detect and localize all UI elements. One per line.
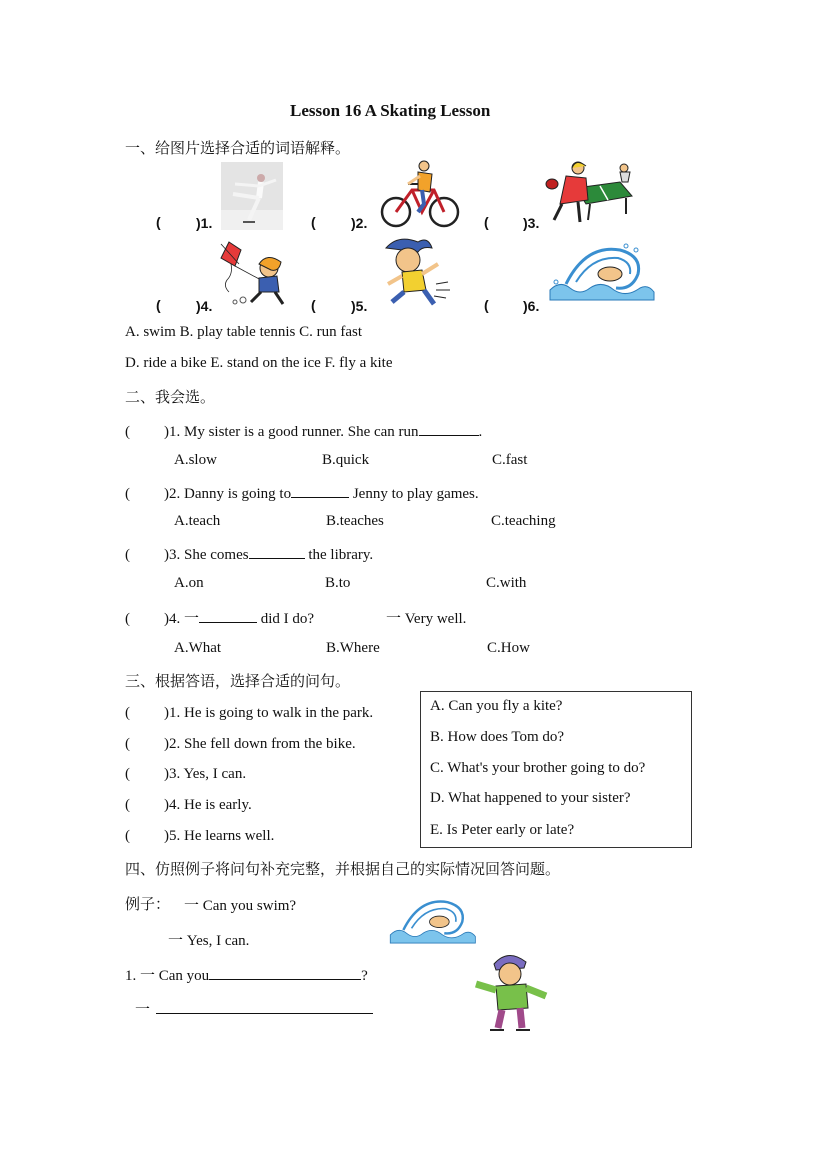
q3-option-b: B.to bbox=[325, 575, 351, 591]
q1-option-a: A.slow bbox=[174, 452, 217, 468]
ice-skater-icon bbox=[221, 162, 283, 230]
answer-line-2: ( )2. She fell down from the bike. bbox=[125, 736, 356, 752]
answer-blank[interactable] bbox=[199, 608, 257, 623]
question-option-d: D. What happened to your sister? bbox=[430, 790, 631, 806]
section-4-heading: 四、仿照例子将问句补充完整，并根据自己的实际情况回答问题。 bbox=[125, 860, 561, 878]
question-option-e: E. Is Peter early or late? bbox=[430, 822, 575, 838]
table-tennis-icon bbox=[540, 160, 636, 230]
question-4: ( )4. 一 did I do? bbox=[125, 607, 314, 628]
pic-3-number: )3. bbox=[523, 215, 540, 231]
pic-2-number: )2. bbox=[351, 215, 368, 231]
question-3: ( )3. She comes the library. bbox=[125, 544, 373, 564]
answer-blank[interactable] bbox=[156, 999, 373, 1014]
pic-3-paren: ( bbox=[484, 214, 489, 230]
swimmer-icon bbox=[546, 240, 656, 306]
pic-4-number: )4. bbox=[196, 298, 213, 314]
answer-blank[interactable] bbox=[249, 544, 305, 559]
pic-1-number: )1. bbox=[196, 215, 213, 231]
question-1: ( )1. My sister is a good runner. She can run . bbox=[125, 421, 482, 441]
pic-4-paren: ( bbox=[156, 297, 161, 313]
answer-line-5: ( )5. He learns well. bbox=[125, 828, 275, 844]
q4-option-c: C.How bbox=[487, 640, 530, 656]
answer-blank[interactable] bbox=[209, 965, 361, 980]
skating-kid-icon bbox=[470, 950, 554, 1036]
question-option-c: C. What's your brother going to do? bbox=[430, 760, 646, 776]
q2-option-a: A.teach bbox=[174, 513, 221, 529]
answer-line-4: ( )4. He is early. bbox=[125, 797, 252, 813]
pic-6-number: )6. bbox=[523, 298, 540, 314]
answer-blank[interactable] bbox=[291, 483, 349, 498]
example-label: 例子： bbox=[125, 895, 171, 913]
question-2: ( )2. Danny is going to Jenny to play games. bbox=[125, 483, 479, 503]
kite-flyer-icon bbox=[213, 240, 291, 308]
section-3-heading: 三、根据答语，选择合适的问句。 bbox=[125, 672, 351, 690]
pic-5-paren: ( bbox=[311, 297, 316, 313]
q1-option-c: C.fast bbox=[492, 452, 528, 468]
pic-5-number: )5. bbox=[351, 298, 368, 314]
section-1-heading: 一、给图片选择合适的词语解释。 bbox=[125, 139, 351, 157]
q2-option-b: B.teaches bbox=[326, 513, 384, 529]
answer-blank[interactable] bbox=[419, 421, 479, 436]
q4-option-a: A.What bbox=[174, 640, 222, 656]
example-question: 一 Can you swim? bbox=[184, 898, 297, 914]
q1-option-b: B.quick bbox=[322, 452, 370, 468]
q3-option-a: A.on bbox=[174, 575, 204, 591]
swimmer-icon bbox=[387, 892, 477, 950]
answer-line-3: ( )3. Yes, I can. bbox=[125, 766, 247, 782]
options-line-2: D. ride a bike E. stand on the ice F. fly a kite bbox=[125, 355, 393, 371]
question-5-1: 1. 一 Can you ? bbox=[125, 964, 368, 985]
page-title: Lesson 16 A Skating Lesson bbox=[290, 101, 491, 120]
options-line-1: A. swim B. play table tennis C. run fast bbox=[125, 324, 363, 340]
example-answer: 一 Yes, I can. bbox=[168, 933, 250, 949]
runner-icon bbox=[378, 234, 452, 308]
q4-option-b: B.Where bbox=[326, 640, 380, 656]
pic-1-paren: ( bbox=[156, 214, 161, 230]
section-2-heading: 二、我会选。 bbox=[125, 388, 216, 406]
answer-5-1: 一 bbox=[135, 998, 373, 1019]
question-option-a: A. Can you fly a kite? bbox=[430, 698, 563, 714]
bike-rider-icon bbox=[378, 160, 460, 230]
answer-line-1: ( )1. He is going to walk in the park. bbox=[125, 705, 374, 721]
q4-answer: 一 Very well. bbox=[386, 611, 467, 627]
q3-option-c: C.with bbox=[486, 575, 527, 591]
pic-6-paren: ( bbox=[484, 297, 489, 313]
pic-2-paren: ( bbox=[311, 214, 316, 230]
question-option-b: B. How does Tom do? bbox=[430, 729, 565, 745]
q2-option-c: C.teaching bbox=[491, 513, 556, 529]
